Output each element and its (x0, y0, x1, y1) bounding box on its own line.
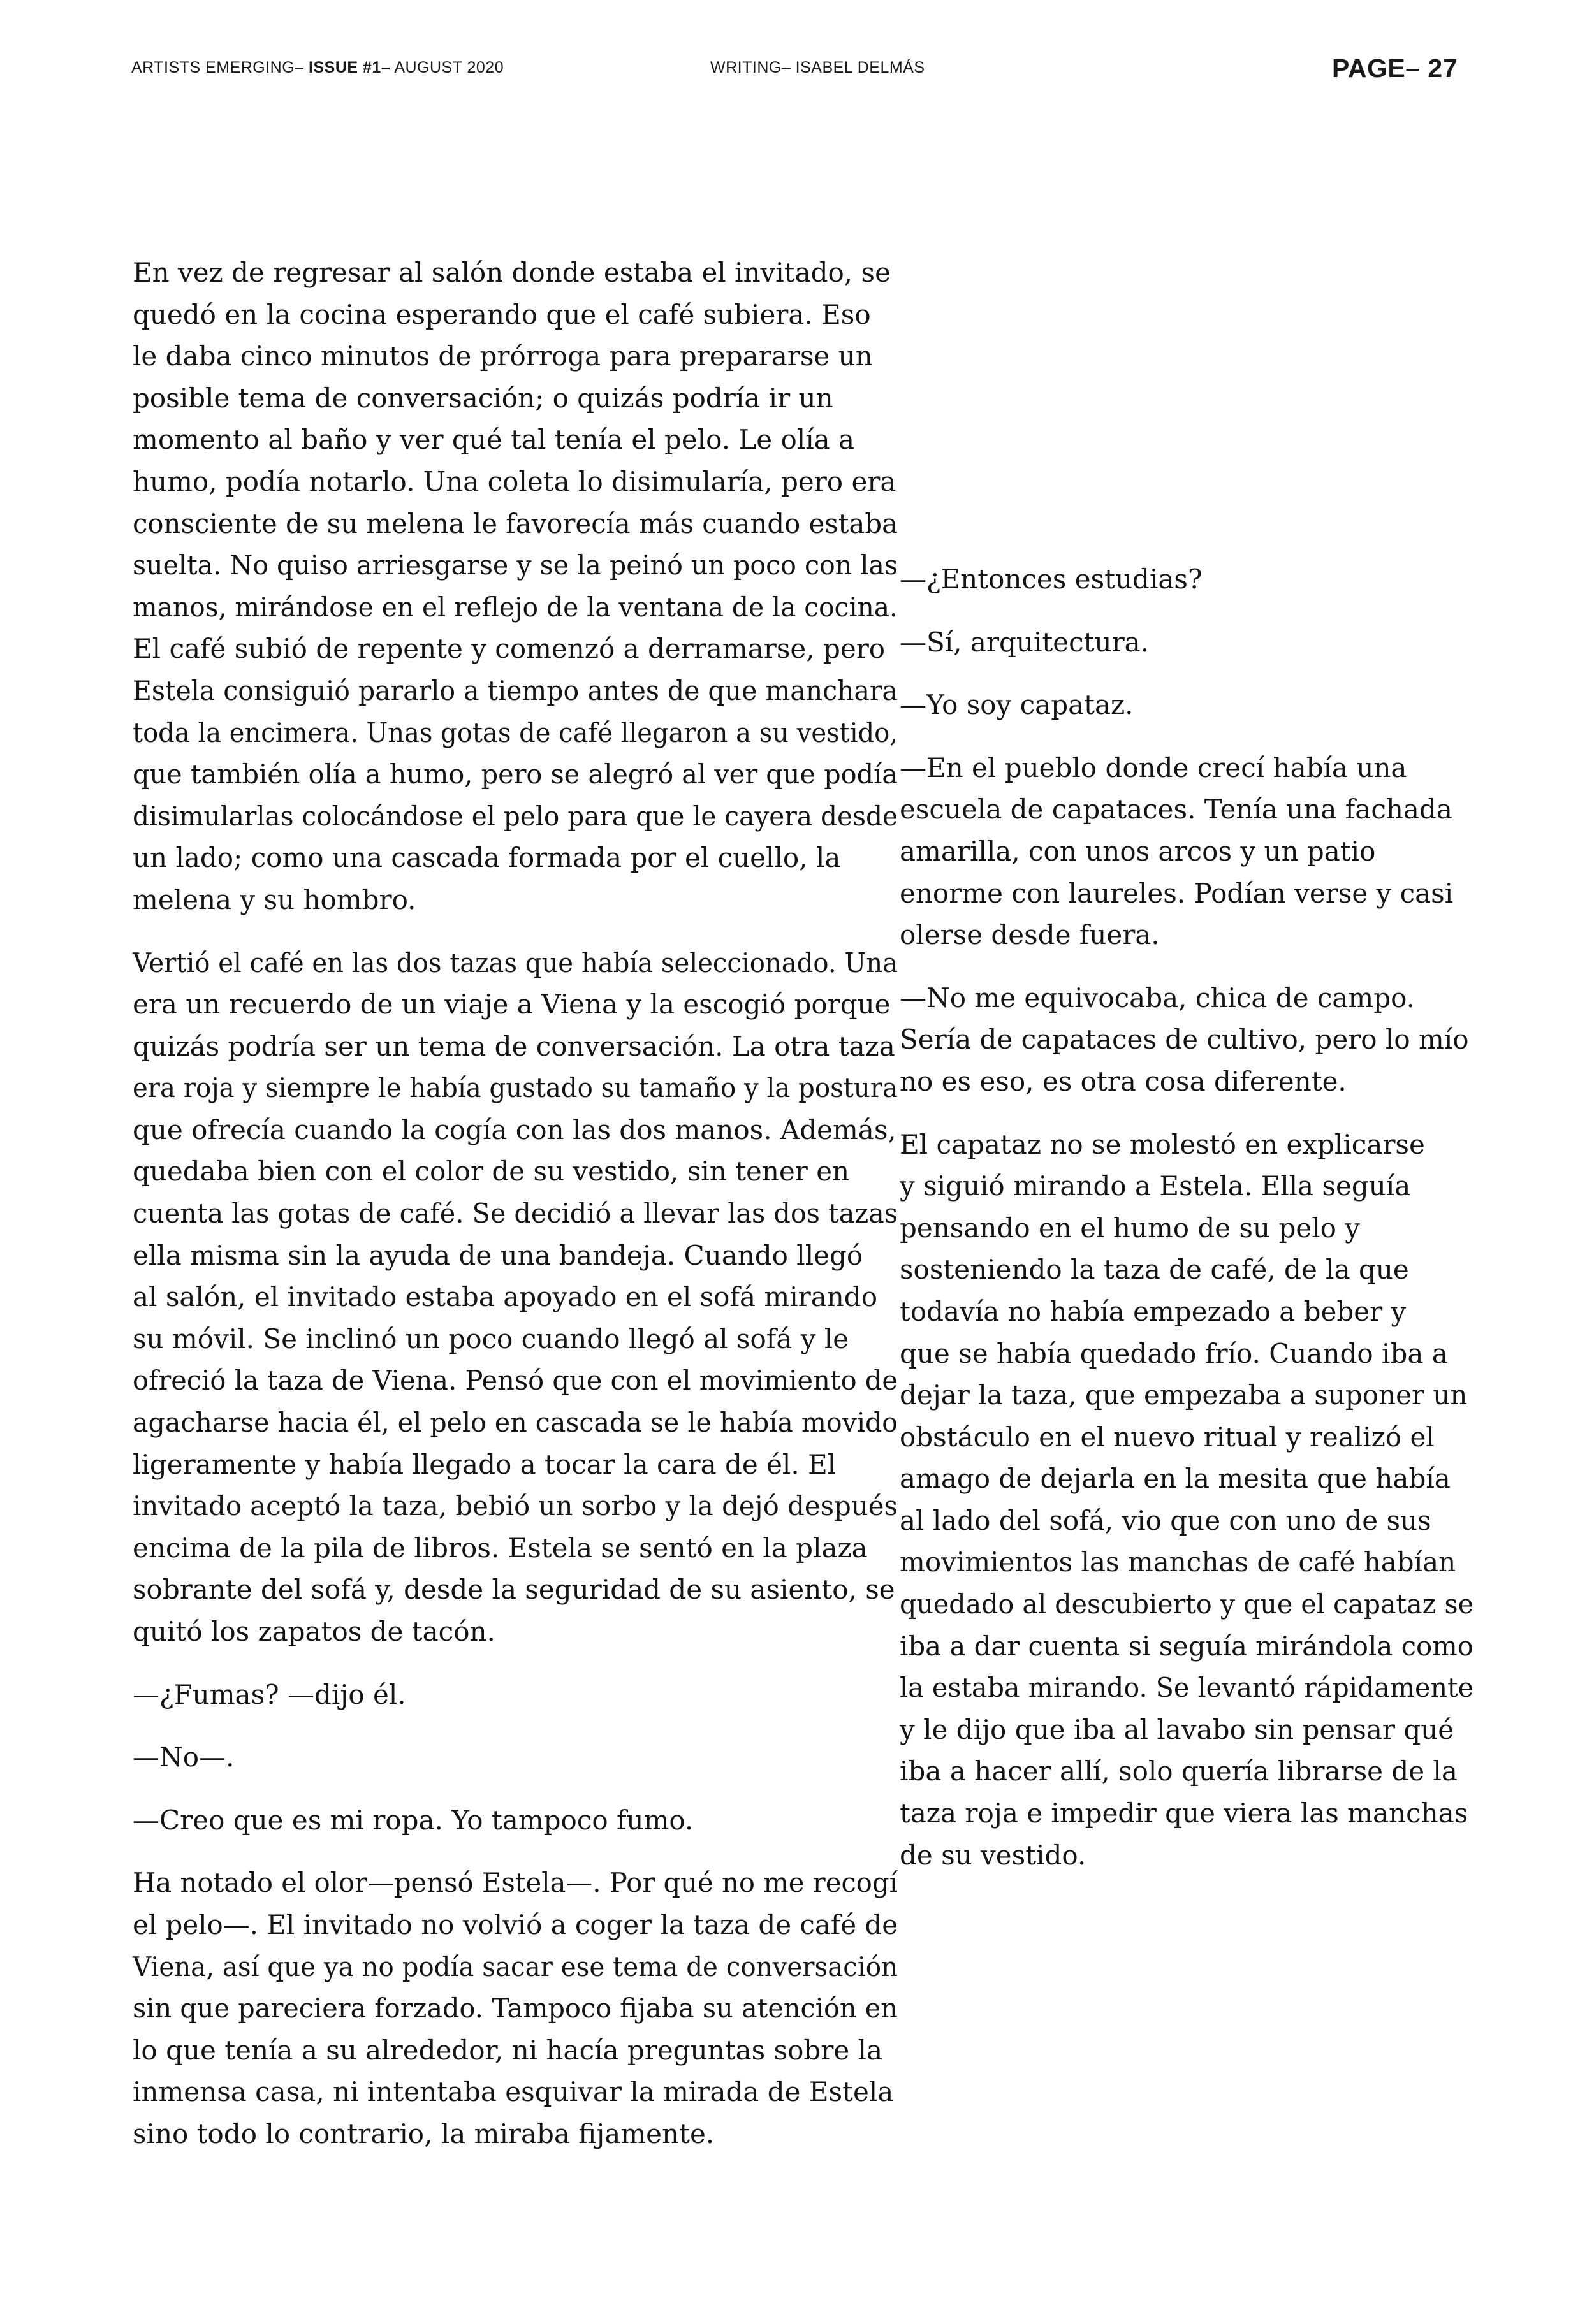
text-line: —¿Entonces estudias? (900, 563, 1203, 595)
text-line: el pelo—. El invitado no volvió a coger la taza de café de (133, 1908, 898, 1940)
paragraph (133, 1862, 898, 2154)
section-title: WRITING– ISABEL DELMÁS (710, 59, 925, 76)
text-line: toda la encimera. Unas gotas de café llegaron a su vestido, (133, 716, 898, 748)
text-line: al lado del sofá, vio que con uno de sus (900, 1504, 1431, 1536)
text-line: —¿Fumas? —dijo él. (133, 1678, 406, 1710)
text-line: obstáculo en el nuevo ritual y realizó el (900, 1421, 1435, 1453)
text-line: era roja y siempre le había gustado su tamaño y la postura (133, 1072, 898, 1104)
text-line: —No me equivocaba, chica de campo. (900, 982, 1415, 1013)
paragraph (133, 1674, 898, 1716)
text-line: iba a dar cuenta si seguía mirándola como (900, 1630, 1473, 1662)
left-text-column (133, 252, 898, 2176)
text-line: sin que pareciera forzado. Tampoco fijaba su atención en (133, 1993, 898, 2024)
text-line: consciente de su melena le favorecía más cuando estaba (133, 507, 898, 539)
text-line: quitó los zapatos de tacón. (133, 1616, 495, 1647)
right-text-column (900, 558, 1473, 1897)
text-line: Vertió el café en las dos tazas que había seleccionado. Una (133, 947, 898, 978)
text-line: que ofrecía cuando la cogía con las dos manos. Además, (133, 1114, 896, 1145)
text-line: todavía no había empezado a beber y (900, 1295, 1407, 1327)
text-line: quedado al descubierto y que el capataz se (900, 1588, 1473, 1620)
text-line: —Creo que es mi ropa. Yo tampoco fumo. (133, 1804, 694, 1836)
text-line: suelta. No quiso arriesgarse y se la peinó un poco con las (133, 549, 898, 581)
text-line: sino todo lo contrario, la miraba fijamente. (133, 2117, 715, 2149)
paragraph (133, 1799, 898, 1841)
text-line: enorme con laureles. Podían verse y casi (900, 877, 1454, 909)
text-line: El capataz no se molestó en explicarse (900, 1128, 1425, 1160)
text-line: que también olía a humo, pero se alegró al ver que podía (133, 759, 898, 790)
paragraph (900, 1124, 1473, 1877)
issue-number: ISSUE #1– (309, 59, 391, 76)
text-line: lo que tenía a su alrededor, ni hacía preguntas sobre la (133, 2034, 883, 2066)
text-line: amarilla, con unos arcos y un patio (900, 835, 1376, 867)
text-line: disimularlas colocándose el pelo para que le cayera desde (133, 800, 898, 832)
text-line: de su vestido. (900, 1839, 1086, 1871)
page-number: PAGE– 27 (1332, 54, 1458, 83)
text-line: quizás podría ser un tema de conversación. La otra taza (133, 1030, 895, 1062)
text-line: inmensa casa, ni intentaba esquivar la mirada de Estela (133, 2076, 894, 2108)
text-line: pensando en el humo de su pelo y (900, 1212, 1360, 1244)
text-line: manos, mirándose en el reflejo de la ventana de la cocina. (133, 591, 898, 623)
paragraph (900, 558, 1473, 600)
publication-name: ARTISTS EMERGING– (131, 59, 304, 76)
text-line: agacharse hacia él, el pelo en cascada se le había movido (133, 1407, 898, 1439)
text-line: que se había quedado frío. Cuando iba a (900, 1337, 1448, 1369)
text-line: encima de la pila de libros. Estela se sentó en la plaza (133, 1532, 868, 1564)
text-line: ligeramente y había llegado a tocar la cara de él. El (133, 1448, 837, 1480)
text-line: taza roja e impedir que viera las manchas (900, 1797, 1468, 1829)
text-line: sobrante del sofá y, desde la seguridad de su asiento, se (133, 1574, 895, 1606)
text-line: Ha notado el olor—pensó Estela—. Por qué no me recogí (133, 1867, 898, 1899)
text-line: la estaba mirando. Se levantó rápidamente (900, 1672, 1474, 1704)
text-line: —Yo soy capataz. (900, 689, 1134, 721)
text-line: —Sí, arquitectura. (900, 626, 1150, 658)
text-line: era un recuerdo de un viaje a Viena y la escogió porque (133, 989, 891, 1020)
text-line: En vez de regresar al salón donde estaba el invitado, se (133, 257, 891, 288)
text-line: y siguió mirando a Estela. Ella seguía (900, 1170, 1411, 1202)
text-line: no es eso, es otra cosa diferente. (900, 1065, 1347, 1097)
paragraph (900, 684, 1473, 726)
text-line: al salón, el invitado estaba apoyado en el sofá mirando (133, 1281, 877, 1313)
text-line: ella misma sin la ayuda de una bandeja. Cuando llegó (133, 1239, 863, 1271)
issue-date: AUGUST 2020 (394, 59, 504, 76)
text-line: humo, podía notarlo. Una coleta lo disimularía, pero era (133, 465, 896, 497)
paragraph (133, 942, 898, 1653)
text-line: melena y su hombro. (133, 883, 416, 915)
text-line: escuela de capataces. Tenía una fachada (900, 794, 1452, 825)
text-line: momento al baño y ver qué tal tenía el pelo. Le olía a (133, 424, 855, 456)
text-line: invitado aceptó la taza, bebió un sorbo y la dejó después (133, 1490, 898, 1522)
text-line: Viena, así que ya no podía sacar ese tema de conversación (133, 1950, 898, 1982)
text-line: movimientos las manchas de café habían (900, 1546, 1456, 1578)
text-line: y le dijo que iba al lavabo sin pensar qué (900, 1713, 1454, 1745)
page-header (131, 54, 1470, 85)
text-line: iba a hacer allí, solo quería librarse de la (900, 1755, 1458, 1787)
text-line: cuenta las gotas de café. Se decidió a llevar las dos tazas (133, 1198, 898, 1230)
text-line: —No—. (133, 1741, 235, 1773)
text-line: sosteniendo la taza de café, de la que (900, 1254, 1409, 1286)
paragraph (900, 621, 1473, 664)
text-line: olerse desde fuera. (900, 919, 1160, 951)
paragraph (900, 747, 1473, 956)
paragraph (133, 252, 898, 921)
text-line: quedó en la cocina esperando que el café subiera. Eso (133, 298, 871, 330)
text-line: amago de dejarla en la mesita que había (900, 1463, 1451, 1495)
text-line: dejar la taza, que empezaba a suponer un (900, 1379, 1468, 1411)
paragraph (133, 1736, 898, 1778)
text-line: Estela consiguió pararlo a tiempo antes de que manchara (133, 674, 898, 706)
text-line: El café subió de repente y comenzó a derramarse, pero (133, 633, 886, 665)
text-line: su móvil. Se inclinó un poco cuando llegó al sofá y le (133, 1323, 849, 1354)
text-line: posible tema de conversación; o quizás podría ir un (133, 382, 833, 414)
issue-info (131, 59, 504, 77)
text-line: Sería de capataces de cultivo, pero lo mío (900, 1024, 1469, 1056)
text-line: ofreció la taza de Viena. Pensó que con el movimiento de (133, 1365, 898, 1397)
text-line: quedaba bien con el color de su vestido, sin tener en (133, 1156, 850, 1187)
text-line: —En el pueblo donde crecí había una (900, 752, 1407, 783)
text-line: le daba cinco minutos de prórroga para prepararse un (133, 340, 873, 372)
text-line: un lado; como una cascada formada por el cuello, la (133, 842, 841, 874)
paragraph (900, 977, 1473, 1103)
